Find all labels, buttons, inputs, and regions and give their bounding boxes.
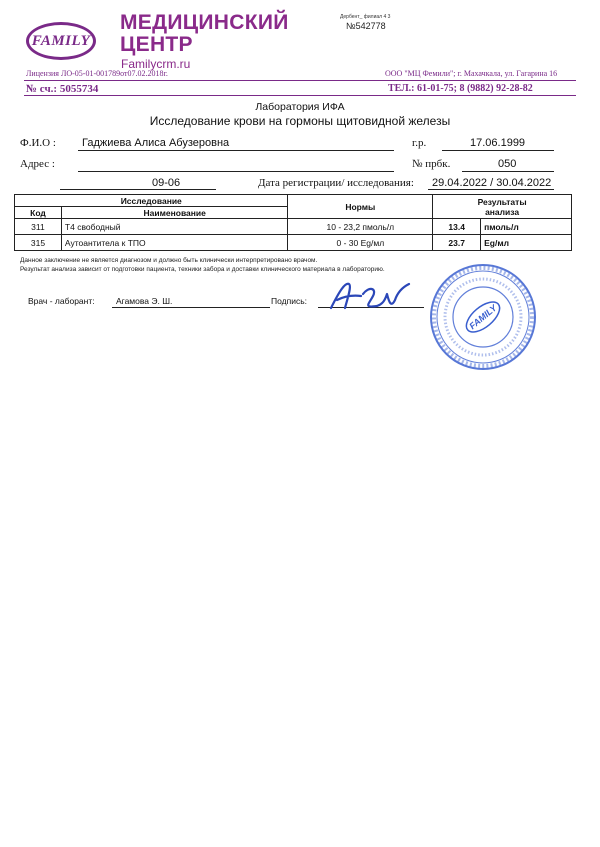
table-row (15, 219, 572, 235)
patient-code: 09-06 (152, 177, 181, 189)
row-code: 311 (15, 219, 62, 235)
disclaimer-line1: Данное заключение не является диагнозом и должно быть клинически интерпретировано врачом. (20, 257, 318, 264)
header-results-line1: Результаты (477, 196, 527, 207)
clinic-title (120, 12, 289, 56)
stamp-center-text: FAMILY (467, 302, 499, 332)
clinic-stamp (428, 262, 538, 372)
organization-address: ООО "МЦ Фемили"; г. Махачкала, ул. Гагарина 16 (385, 69, 558, 78)
account-number: № сч.: 5055734 (26, 83, 99, 95)
logo-text: FAMILY (31, 32, 91, 49)
results-table (14, 194, 572, 251)
header-code: Код (15, 207, 62, 219)
dates-underline (428, 189, 554, 190)
sample-number: 050 (498, 158, 517, 170)
header-norms: Нормы (288, 195, 433, 219)
patient-dob: 17.06.1999 (470, 137, 526, 149)
sample-label: № прбк. (412, 158, 451, 170)
row-unit: пмоль/л (481, 219, 572, 235)
doctor-name: Агамова Э. Ш. (116, 296, 173, 306)
address-label: Адрес : (20, 158, 55, 170)
fio-label: Ф.И.О : (20, 137, 56, 149)
header-results-line2: анализа (485, 206, 520, 217)
row-norm: 10 - 23,2 пмоль/л (288, 219, 433, 235)
row-norm: 0 - 30 Eg/мл (288, 235, 433, 251)
fio-underline (78, 150, 394, 151)
family-logo (26, 22, 96, 60)
row-name: Т4 свободный (61, 219, 288, 235)
phone-numbers: ТЕЛ.: 61-01-75; 8 (9882) 92-28-82 (388, 83, 533, 94)
doctor-underline (112, 307, 270, 308)
registration-label: Дата регистрации/ исследования: (258, 177, 414, 189)
study-title: Исследование крови на гормоны щитовидной железы (149, 114, 451, 128)
header-divider-2 (24, 95, 576, 96)
header-results (433, 195, 572, 219)
dob-label: г.р. (412, 137, 427, 149)
patient-name: Гаджиева Алиса Абузеровна (82, 137, 230, 149)
row-name: Аутоантитела к ТПО (61, 235, 288, 251)
dob-underline (442, 150, 554, 151)
row-value: 23.7 (433, 235, 481, 251)
registration-dates: 29.04.2022 / 30.04.2022 (432, 177, 552, 189)
signature-label: Подпись: (271, 296, 308, 306)
address-underline (78, 171, 394, 172)
license-info: Лицензия ЛО-05-01-001789от07.02.2018г. (26, 69, 168, 78)
code-underline (60, 189, 216, 190)
header-name: Наименование (61, 207, 288, 219)
handwritten-signature (325, 278, 425, 314)
table-row (15, 235, 572, 251)
disclaimer-line2: Результат анализа зависит от подготовки пациента, техники забора и доставки клинического материала в лабораторию. (20, 266, 385, 273)
clinic-title-line2: ЦЕНТР (120, 33, 193, 56)
lab-name: Лаборатория ИФА (255, 101, 345, 113)
doctor-label: Врач - лаборант: (28, 296, 95, 306)
row-unit: Eg/мл (481, 235, 572, 251)
document-number: №542778 (346, 21, 386, 31)
header-divider (24, 80, 576, 81)
row-code: 315 (15, 235, 62, 251)
header-study: Исследование (15, 195, 288, 207)
sample-underline (462, 171, 554, 172)
website-link[interactable]: Familycrm.ru (121, 57, 191, 71)
branch-label: Дербент_ филиал 4 3 (340, 14, 391, 20)
row-value: 13.4 (433, 219, 481, 235)
clinic-title-line1: МЕДИЦИНСКИЙ (120, 11, 289, 34)
